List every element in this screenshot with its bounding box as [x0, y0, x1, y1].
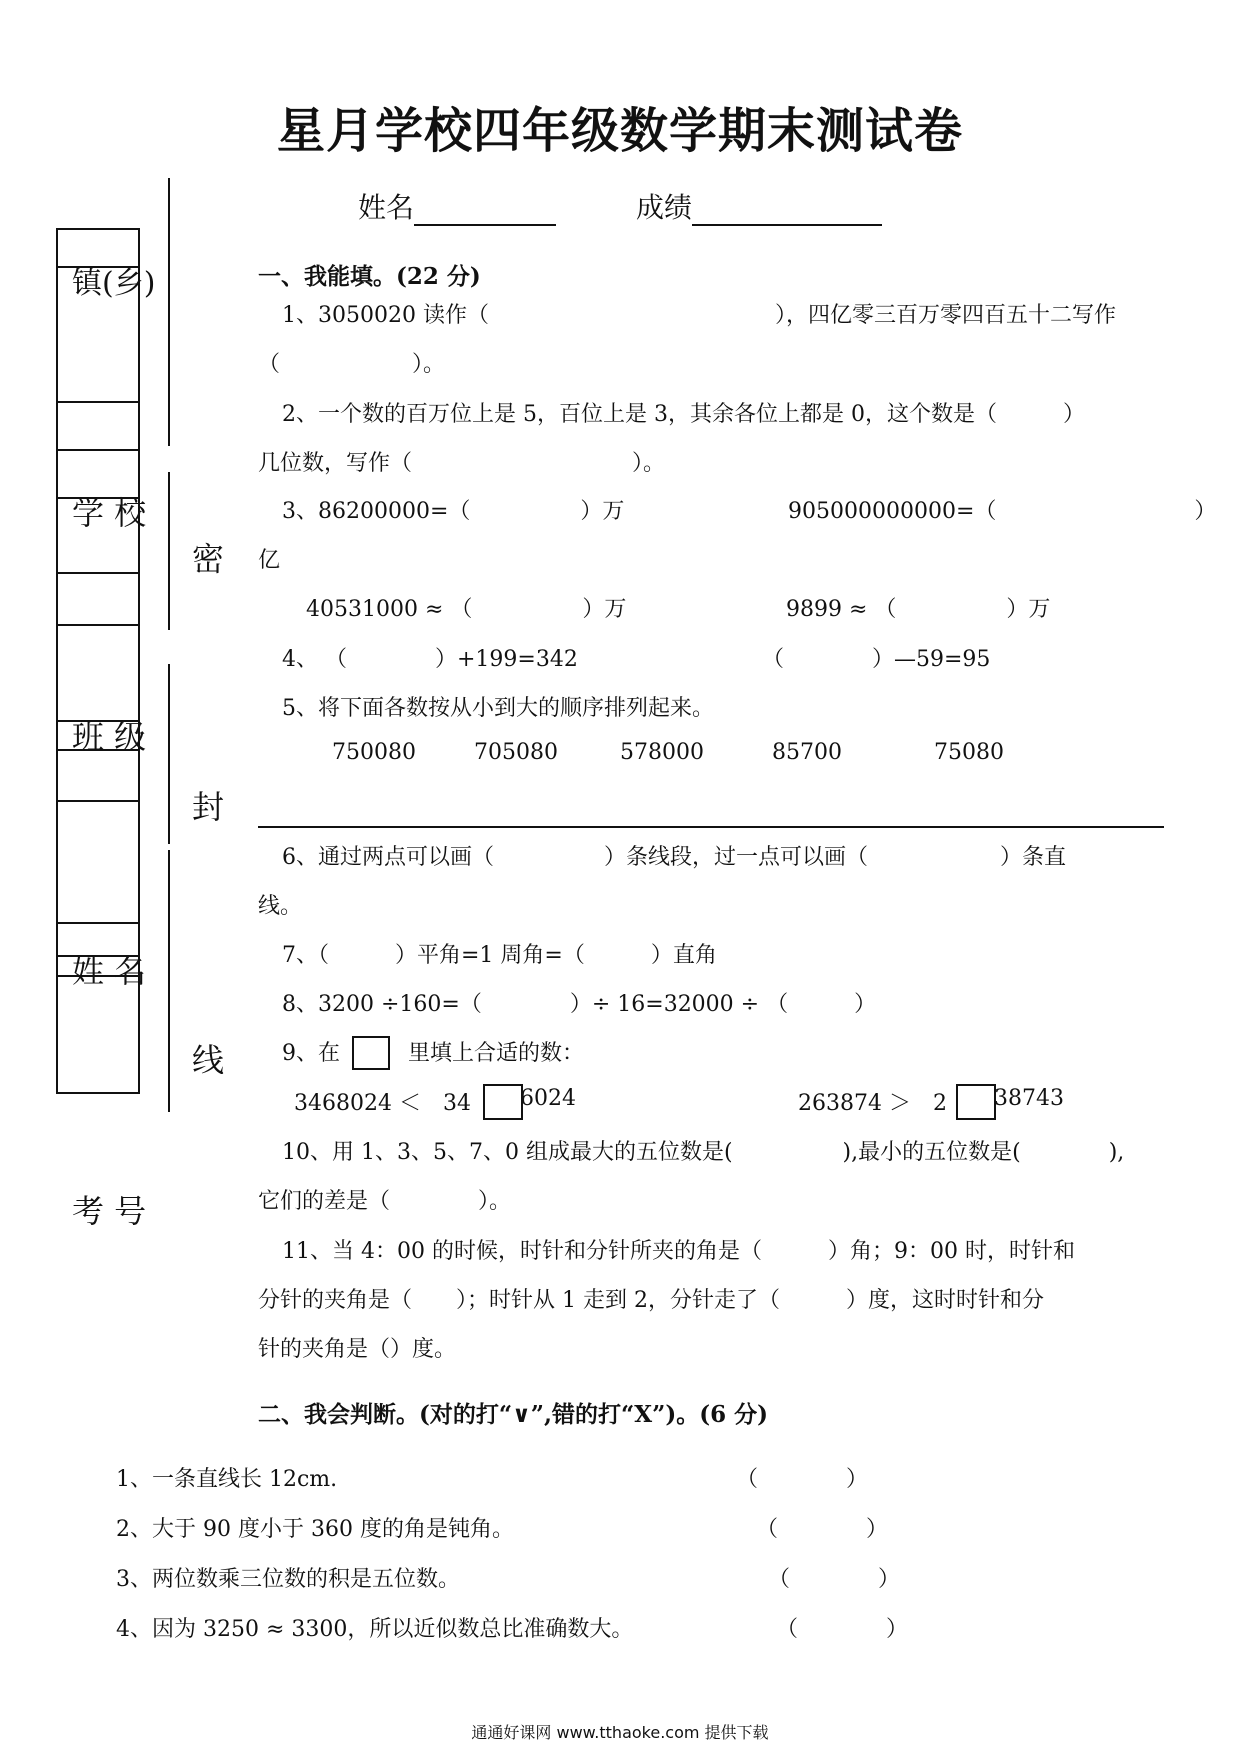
- question-line: （ ）。: [258, 352, 446, 377]
- side-label-school: 学 校: [72, 494, 147, 532]
- seal-line-segment: [168, 472, 170, 630]
- question-line: （ ）—59=95: [762, 647, 991, 672]
- fill-in-box: [483, 1084, 523, 1120]
- seal-char-mi: 密: [192, 540, 225, 578]
- side-table-left-border: [56, 228, 58, 1094]
- question-line: 263874 ＞ 2: [798, 1091, 947, 1116]
- question-line: 里填上合适的数：: [408, 1041, 585, 1066]
- page-title: 星月学校四年级数学期末测试卷: [276, 103, 963, 159]
- side-table-rule: [56, 624, 140, 626]
- name-label-text: 姓名: [358, 191, 415, 224]
- question-line: 线。: [258, 894, 303, 919]
- question-line: 2、一个数的百万位上是 5，百位上是 3，其余各位上都是 0，这个数是（ ）: [282, 402, 1085, 427]
- seal-char-feng: 封: [192, 788, 225, 826]
- score-label-text: 成绩: [636, 191, 693, 224]
- score-label: [636, 186, 882, 226]
- question-line: 几位数，写作（ ）。: [258, 451, 666, 476]
- section-1-heading: 一、我能填。(22 分): [258, 263, 481, 290]
- judgement-item-text: 4、因为 3250 ≈ 3300，所以近似数总比准确数大。: [116, 1617, 634, 1642]
- side-table-rule: [56, 572, 140, 574]
- side-table-rule: [56, 449, 140, 451]
- question-line: 亿: [258, 548, 281, 573]
- question-line: 40531000 ≈ （ ）万: [306, 597, 627, 622]
- footer-credit: 通通好课网 www.tthaoke.com 提供下载: [471, 1723, 769, 1742]
- question-line: 5、将下面各数按从小到大的顺序排列起来。: [282, 696, 714, 721]
- side-table-rule: [56, 228, 140, 230]
- question-line: 7、（ ）平角=1 周角=（ ）直角: [282, 943, 717, 968]
- judgement-item-text: 3、两位数乘三位数的积是五位数。: [116, 1567, 460, 1592]
- number-item: 75080: [934, 740, 1004, 765]
- name-underline: [414, 196, 556, 226]
- seal-char-xian: 线: [192, 1041, 225, 1079]
- number-item: 85700: [772, 740, 842, 765]
- judgement-item-text: 2、大于 90 度小于 360 度的角是钝角。: [116, 1517, 514, 1542]
- side-table-rule: [56, 1092, 140, 1094]
- section-2-heading: 二、我会判断。(对的打“∨”,错的打“X”)。(6 分): [258, 1401, 768, 1428]
- score-underline: [692, 196, 882, 226]
- question-line: 9、在: [282, 1041, 340, 1066]
- fill-in-box: [352, 1036, 390, 1070]
- name-label: [358, 186, 556, 226]
- seal-line-segment: [168, 664, 170, 844]
- judgement-item-text: 1、一条直线长 12cm.: [116, 1467, 338, 1492]
- number-item: 750080: [332, 740, 416, 765]
- question-line: 分针的夹角是（ ）；时针从 1 走到 2，分针走了（ ）度，这时时针和分: [258, 1288, 1044, 1313]
- question-line: 38743: [994, 1086, 1064, 1111]
- question-line: 11、当 4：00 的时候，时针和分针所夹的角是（ ）角；9：00 时，时针和: [282, 1239, 1075, 1264]
- question-line: 9899 ≈ （ ）万: [786, 597, 1051, 622]
- question-line: 8、3200 ÷160=（ ）÷ 16=32000 ÷ （ ）: [282, 992, 877, 1017]
- question-line: 10、用 1、3、5、7、0 组成最大的五位数是( ),最小的五位数是( ),: [282, 1140, 1125, 1165]
- question-line: 针的夹角是（）度。: [258, 1337, 457, 1362]
- judgement-item-blank: （ ）: [736, 1467, 869, 1492]
- judgement-item-blank: （ ）: [768, 1567, 901, 1592]
- side-label-town: 镇(乡): [72, 266, 156, 301]
- side-table-rule: [56, 800, 140, 802]
- judgement-item-blank: （ ）: [776, 1617, 909, 1642]
- judgement-item-blank: （ ）: [756, 1517, 889, 1542]
- question-line: 905000000000=（ ）: [788, 499, 1217, 524]
- number-item: 578000: [620, 740, 704, 765]
- side-label-class: 班 级: [72, 718, 147, 756]
- question-line: 4、 （ ）+199=342: [282, 647, 578, 672]
- seal-line-segment: [168, 178, 170, 446]
- question-line: 3468024 ＜ 34: [294, 1091, 471, 1116]
- question-line: 6024: [520, 1086, 576, 1111]
- side-table-rule: [56, 922, 140, 924]
- seal-line-segment: [168, 850, 170, 1112]
- number-item: 705080: [474, 740, 558, 765]
- question-line: 6、通过两点可以画（ ）条线段，过一点可以画（ ）条直: [282, 845, 1066, 870]
- side-table-rule: [56, 401, 140, 403]
- question-line: 它们的差是（ ）。: [258, 1189, 512, 1214]
- side-label-exam-no: 考 号: [72, 1192, 147, 1230]
- side-label-name: 姓 名: [72, 952, 147, 990]
- answer-line: [258, 826, 1164, 828]
- question-line: 1、3050020 读作（ ），四亿零三百万零四百五十二写作: [282, 303, 1116, 328]
- question-line: 3、86200000=（ ）万: [282, 499, 625, 524]
- fill-in-box: [956, 1084, 996, 1120]
